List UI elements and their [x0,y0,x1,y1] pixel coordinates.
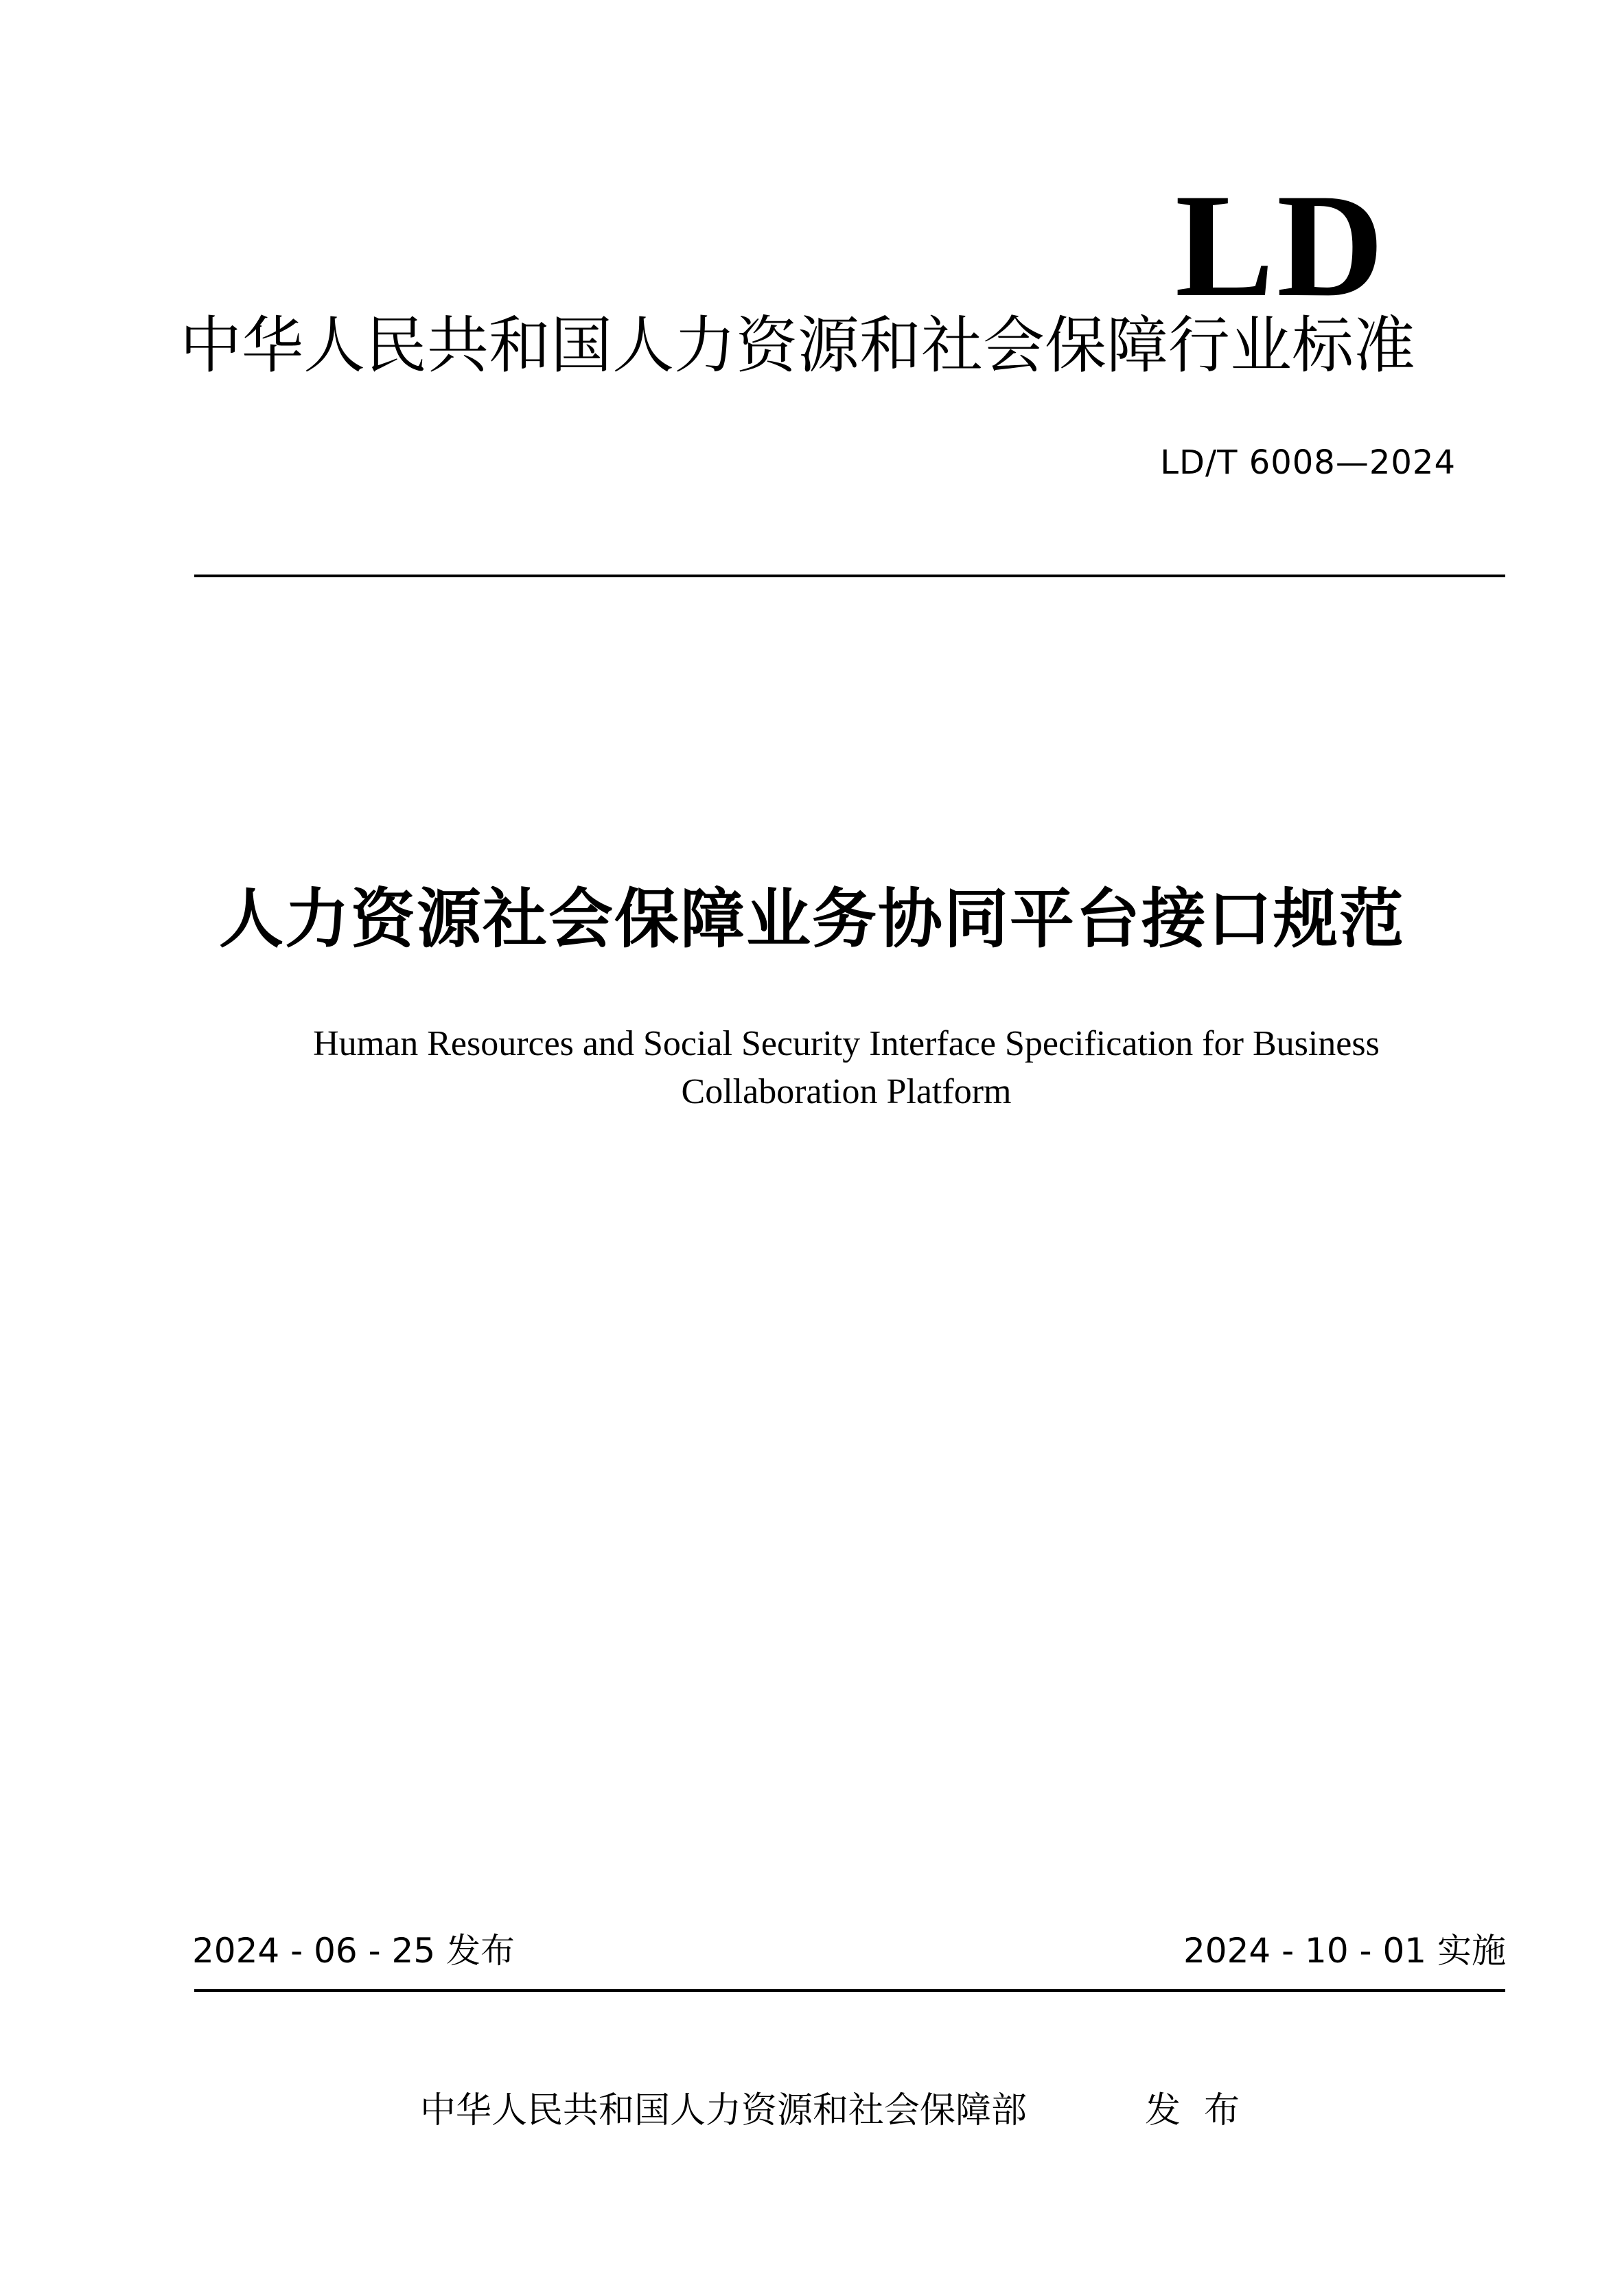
publish-date: 2024 - 06 - 25 发布 [192,1931,515,1971]
top-divider [194,575,1505,577]
issuing-authority: 中华人民共和国人力资源和社会保障部 [420,2090,1028,2131]
ld-logo: LD [1174,163,1387,327]
document-title-en-line1: Human Resources and Social Security Interface Specification for Business [313,1024,1380,1063]
document-title-en-line2: Collaboration Platform [681,1072,1012,1111]
standard-number: LD/T 6008—2024 [1160,443,1456,482]
implementation-date: 2024 - 10 - 01 实施 [1183,1931,1506,1971]
document-title-zh: 人力资源社会保障业务协同平台接口规范 [218,882,1405,957]
issue-label: 发布 [1145,2090,1264,2131]
standard-type-heading: 中华人民共和国人力资源和社会保障行业标准 [180,310,1415,382]
document-title-en [206,1020,1487,1116]
bottom-divider [194,1989,1505,1992]
